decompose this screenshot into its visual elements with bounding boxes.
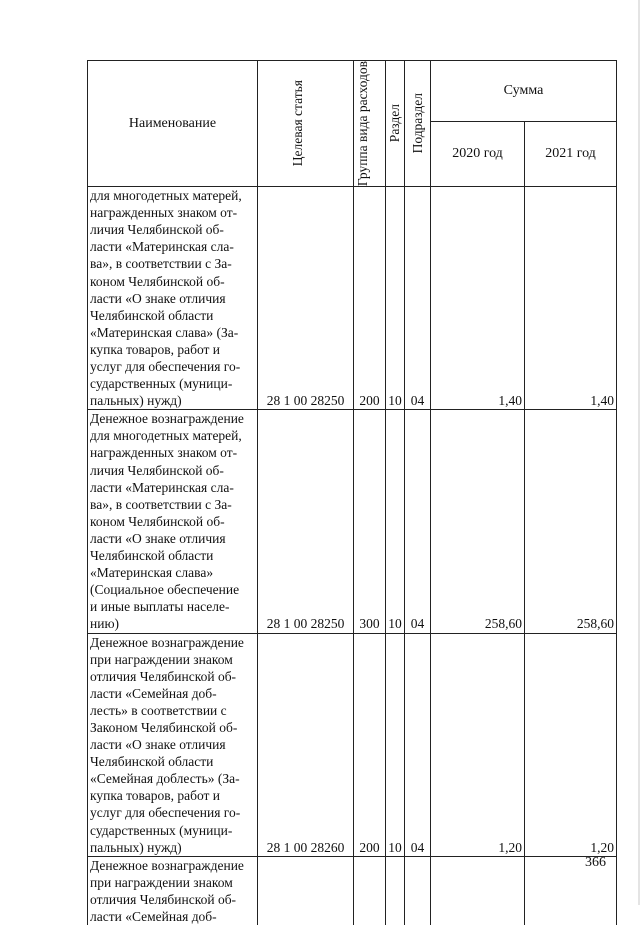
row-section bbox=[386, 856, 405, 925]
header-year-2021: 2021 год bbox=[525, 121, 617, 187]
row-section: 10 bbox=[386, 633, 405, 856]
row-code: 28 1 00 28250 bbox=[258, 187, 354, 410]
row-code bbox=[258, 856, 354, 925]
row-sum-2021: 258,60 bbox=[525, 410, 617, 633]
table-row bbox=[88, 410, 617, 633]
row-section: 10 bbox=[386, 410, 405, 633]
row-sum-2020 bbox=[431, 856, 525, 925]
row-name: для многодетных матерей, награжденных знаком от- личия Челябинской об- ласти «Материнская сла- ва», в соответствии с За- коном Челябинской об- ласти «О знаке отличия Челябинской области «Материнская слава» (За- купка товаров, работ и услуг для обеспечения го- сударственных (муници- пальных) нужд) bbox=[88, 187, 258, 410]
header-expense-group: Группа вида расходов bbox=[354, 61, 386, 187]
row-section: 10 bbox=[386, 187, 405, 410]
row-sum-2021: 1,40 bbox=[525, 187, 617, 410]
table-row bbox=[88, 633, 617, 856]
table-row bbox=[88, 187, 617, 410]
row-group: 200 bbox=[354, 187, 386, 410]
row-sum-2021: 1,20 bbox=[525, 633, 617, 856]
row-sum-2020: 1,20 bbox=[431, 633, 525, 856]
header-target-article: Целевая статья bbox=[258, 61, 354, 187]
header-subsection: Подраздел bbox=[405, 61, 431, 187]
row-code: 28 1 00 28260 bbox=[258, 633, 354, 856]
row-group: 200 bbox=[354, 633, 386, 856]
row-group: 300 bbox=[354, 410, 386, 633]
row-sum-2020: 1,40 bbox=[431, 187, 525, 410]
budget-table bbox=[87, 60, 617, 925]
row-sum-2020: 258,60 bbox=[431, 410, 525, 633]
row-group bbox=[354, 856, 386, 925]
row-subsection: 04 bbox=[405, 410, 431, 633]
row-name: Денежное вознаграждение для многодетных матерей, награжденных знаком от- личия Челябинской об- ласти «Материнская сла- ва», в соответствии с За- коном Челябинской об- ласти «О знаке отличия Челябинской области «Материнская слава» (Социальное обеспечение и иные выплаты населе- нию) bbox=[88, 410, 258, 633]
header-section: Раздел bbox=[386, 61, 405, 187]
row-code: 28 1 00 28250 bbox=[258, 410, 354, 633]
table-row bbox=[88, 856, 617, 925]
row-subsection: 04 bbox=[405, 187, 431, 410]
row-name: Денежное вознаграждение при награждении знаком отличия Челябинской об- ласти «Семейная доб- bbox=[88, 856, 258, 925]
row-name: Денежное вознаграждение при награждении знаком отличия Челябинской об- ласти «Семейная доб- лесть» в соответствии с Законом Челябинской об- ласти «О знаке отличия Челябинской области «Семейная доблесть» (За- купка товаров, работ и услуг для обеспечения го- сударственных (муници- пальных) нужд) bbox=[88, 633, 258, 856]
page-number: 366 bbox=[585, 855, 606, 870]
row-subsection: 04 bbox=[405, 633, 431, 856]
header-sum: Сумма bbox=[431, 61, 617, 122]
row-subsection bbox=[405, 856, 431, 925]
header-name: Наименование bbox=[88, 61, 258, 187]
header-year-2020: 2020 год bbox=[431, 121, 525, 187]
